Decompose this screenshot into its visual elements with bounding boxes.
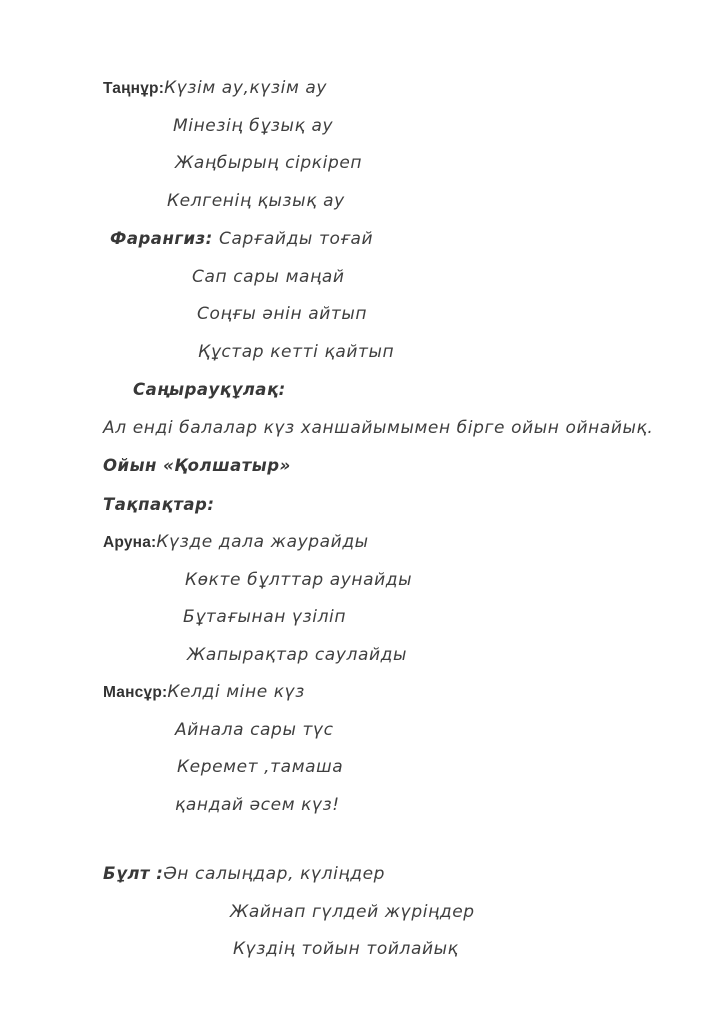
text-line	[198, 334, 664, 372]
text-line	[133, 371, 664, 410]
text-line	[103, 410, 664, 448]
text-line	[103, 674, 664, 712]
line-text: Жаңбырың сіркіреп	[175, 153, 363, 173]
line-text: Жапырақтар саулайды	[187, 644, 407, 665]
section-heading: Тақпақтар:	[103, 494, 215, 514]
speaker-name: Фарангиз:	[110, 229, 219, 248]
text-line	[175, 712, 664, 750]
speaker-name: Аруна:	[103, 534, 157, 551]
text-line	[173, 108, 664, 146]
speaker-name: Саңырауқұлақ:	[133, 380, 286, 399]
text-line	[175, 787, 664, 825]
line-text: Құстар кетті қайтып	[198, 341, 395, 362]
text-line	[110, 220, 664, 259]
text-line	[167, 183, 664, 221]
text-line	[175, 145, 664, 183]
text-line	[233, 931, 664, 969]
line-text: Жайнап гүлдей жүріңдер	[230, 901, 475, 922]
line-text: Күздің тойын тойлайық	[233, 939, 459, 959]
text-line	[183, 599, 664, 637]
speaker-name: Бұлт :	[103, 864, 164, 883]
line-text: Керемет ,тамаша	[177, 757, 344, 777]
text-line	[185, 562, 664, 600]
line-text: Келді міне күз	[167, 682, 305, 702]
line-text: Сап сары маңай	[192, 266, 345, 287]
line-text: Келгенің қызық ау	[167, 190, 345, 211]
text-line	[103, 855, 664, 894]
text-line	[103, 486, 664, 525]
text-line	[192, 259, 664, 297]
text-line	[103, 447, 664, 486]
text-line	[187, 637, 664, 675]
text-line	[103, 524, 664, 562]
line-text: Ал енді балалар күз ханшайымымен бірге ойын ойнайық.	[103, 417, 654, 438]
line-text: Күзде дала жаурайды	[156, 532, 369, 552]
text-line	[230, 894, 664, 932]
line-text: Айнала сары түс	[175, 719, 334, 740]
speaker-name: Мансұр:	[103, 684, 168, 701]
text-line	[103, 70, 664, 108]
line-text: қандай әсем күз!	[175, 794, 340, 815]
line-text: Мінезің бұзық ау	[173, 115, 334, 136]
line-text: Көкте бұлттар аунайды	[185, 569, 413, 590]
game-heading: Ойын «Қолшатыр»	[103, 456, 291, 475]
line-text: Бұтағынан үзіліп	[183, 607, 347, 627]
line-text: Сарғайды тоғай	[218, 229, 374, 249]
speaker-name: Таңнұр:	[103, 80, 165, 97]
text-line	[197, 296, 664, 334]
line-text: Күзім ау,күзім ау	[164, 78, 328, 98]
line-text: Ән салыңдар, күліңдер	[163, 864, 386, 884]
text-line	[177, 749, 664, 787]
line-text: Соңғы әнін айтып	[197, 304, 368, 324]
